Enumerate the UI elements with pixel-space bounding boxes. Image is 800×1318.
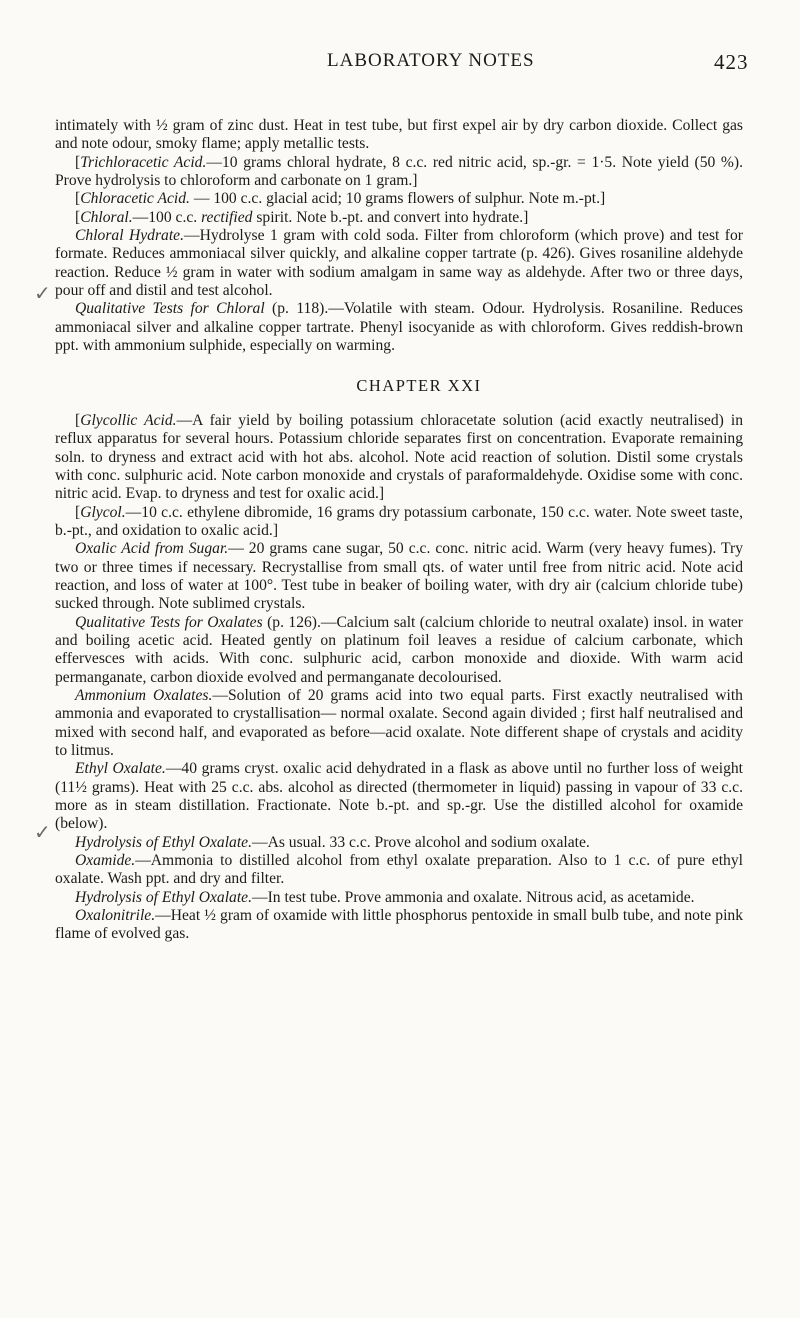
italic-term: Ethyl Oxalate. [75, 760, 166, 778]
body-text [55, 117, 743, 944]
italic-term: Oxalonitrile. [75, 907, 156, 925]
italic-term: Ammonium Oxalates. [75, 686, 213, 704]
text-run: [ [75, 153, 81, 171]
paragraph [55, 852, 743, 889]
section-before-chapter [55, 117, 743, 355]
text-run: —10 grams chloral hydrate, 8 c.c. red nitric acid, sp.-gr. = 1·5. Note yield (50 %). Prove hydrolysis to chloroform and carbonate on 1 gram.] [55, 153, 743, 190]
text-run: [ [75, 208, 81, 226]
italic-term: Oxamide. [75, 852, 136, 870]
paragraph [55, 834, 743, 852]
chapter-section [55, 412, 743, 944]
paragraph [55, 412, 743, 504]
paragraph [55, 300, 743, 355]
paragraph [55, 687, 743, 760]
text-run: spirit. Note b.-pt. and convert into hydrate.] [252, 208, 529, 226]
margin-check-mark: ✓ [34, 820, 51, 844]
text-run: —Ammonia to distilled alcohol from ethyl oxalate preparation. Also to 1 c.c. of pure ethyl oxalate. Wash ppt. and dry and filter. [55, 852, 743, 888]
text-run: intimately with ½ gram of zinc dust. Heat in test tube, but first expel air by dry carbon dioxide. Collect gas and note odour, smoky flame; apply metallic tests. [55, 117, 743, 153]
text-run: [ [75, 190, 81, 208]
italic-term: Qualitative Tests for Chloral [75, 300, 265, 318]
italic-term: Hydrolysis of Ethyl Oxalate. [75, 833, 252, 851]
italic-term: rectified [201, 208, 253, 226]
italic-term: Oxalic Acid from Sugar. [75, 540, 229, 558]
paragraph [55, 614, 743, 687]
text-run: [ [75, 503, 81, 521]
italic-term: Glycollic Acid. [80, 411, 177, 429]
paragraph [55, 209, 743, 227]
page-number: 423 [714, 50, 749, 74]
paragraph [55, 907, 743, 944]
text-run: —Solution of 20 grams acid into two equal parts. First exactly neutralised with ammonia and evaporated to crystallisation— normal oxalate. Second again divided ; first half neutralised and mixed with second half, and evaporated as before—acid oxalate. Note different shape of crystals and acidity to litmus. [55, 686, 743, 759]
text-run: —In test tube. Prove ammonia and oxalate. Nitrous acid, as acetamide. [251, 888, 695, 906]
text-run: —Hydrolyse 1 gram with cold soda. Filter from chloroform (which prove) and test for formate. Reduces ammoniacal silver quickly, and alkaline copper tartrate (p. 426). Gives rosaniline aldehyde reaction. Reduce ½ gram in water with sodium amalgam in same way as aldehyde. After two or three days, pour off and distil and test alcohol. [55, 227, 743, 300]
paragraph [55, 154, 743, 191]
text-run: —As usual. 33 c.c. Prove alcohol and sodium oxalate. [251, 833, 590, 851]
paragraph [55, 227, 743, 300]
italic-term: Qualitative Tests for Oxalates [75, 613, 263, 631]
italic-term: Chloracetic Acid. [80, 190, 190, 208]
text-run: —10 c.c. ethylene dibromide, 16 grams dry potassium carbonate, 150 c.c. water. Note sweet taste, b.-pt., and oxidation to oxalic acid.] [55, 503, 743, 539]
text-run: —40 grams cryst. oxalic acid dehydrated in a flask as above until no further loss of weight (11½ grams). Heat with 25 c.c. abs. alcohol as directed (thermometer in liquid) passing in vapour of 33 c.c. more as in steam distillation. Fractionate. Note b.-pt. and sp.-gr. Use the distilled alcohol for oxamide (below). [55, 760, 743, 833]
text-run: [ [75, 411, 81, 429]
text-run: — 100 c.c. glacial acid; 10 grams flowers of sulphur. Note m.-pt.] [189, 190, 606, 208]
italic-term: Hydrolysis of Ethyl Oxalate. [75, 888, 252, 906]
text-run: —100 c.c. [132, 208, 202, 226]
paragraph [55, 190, 743, 208]
italic-term: Chloral. [80, 208, 133, 226]
text-run: (p. 126).—Calcium salt (calcium chloride to neutral oxalate) insol. in water and boiling acetic acid. Heated gently on platinum foil leaves a residue of calcium carbonate, which effervesces with acids. With conc. sulphuric acid, carbon monoxide and dioxide. With warm acid permanganate, carbon dioxide evolved and permanganate decolourised. [55, 613, 743, 686]
text-run: —A fair yield by boiling potassium chloracetate solution (acid exactly neutralised) in reflux apparatus for several hours. Potassium chloride separates first on concentration. Evaporate remaining soln. to dryness and extract acid with hot abs. alcohol. Note acid reaction of solution. Distil some crystals with conc. sulphuric acid. Note carbon monoxide and crystals of paraformaldehyde. Oxidise some with conc. nitric acid. Evap. to dryness and test for oxalic acid.] [55, 411, 743, 503]
text-run: —Heat ½ gram of oxamide with little phosphorus pentoxide in small bulb tube, and note pink flame of evolved gas. [55, 907, 743, 943]
italic-term: Chloral Hydrate. [75, 227, 184, 245]
italic-term: Glycol. [80, 503, 126, 521]
paragraph [55, 504, 743, 541]
text-run: (p. 118).—Volatile with steam. Odour. Hydrolysis. Rosaniline. Reduces ammoniacal silver and alkaline copper tartrate. Phenyl isocyanide as with chloroform. Gives reddish-brown ppt. with ammonium sulphide, especially on warming. [55, 300, 743, 355]
margin-check-mark: ✓ [34, 281, 51, 305]
paragraph [55, 760, 743, 833]
text-run: — 20 grams cane sugar, 50 c.c. conc. nitric acid. Warm (very heavy fumes). Try two or three times if necessary. Recrystallise from small qts. of water until free from nitric acid. Note acid reaction, and loss of water at 100°. Test tube in beaker of boiling water, with dry air (calcium chloride tube) sucked through. Note sublimed crystals. [55, 540, 743, 613]
running-title: LABORATORY NOTES [327, 50, 535, 71]
paragraph [55, 540, 743, 613]
italic-term: Trichloracetic Acid. [80, 153, 207, 171]
paragraph [55, 117, 743, 154]
paragraph [55, 889, 743, 907]
chapter-heading: CHAPTER XXI [356, 376, 482, 396]
